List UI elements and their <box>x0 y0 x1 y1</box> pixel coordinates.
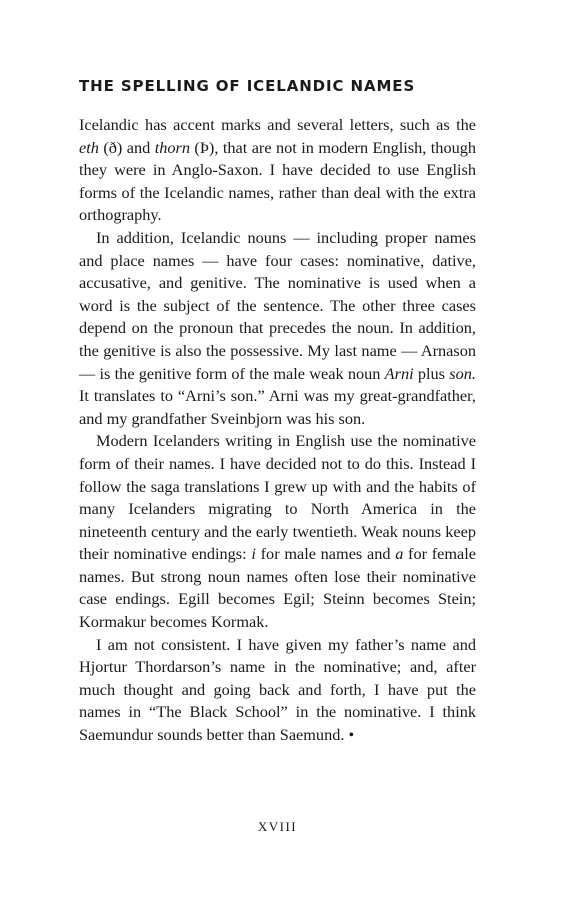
italic-term-son: son. <box>449 363 476 383</box>
text-segment: It translates to “Arni’s son.” Arni was my great-grandfather, and my grandfather Sveinbjorn was his son. <box>79 386 476 428</box>
text-segment: (ð) and <box>98 137 155 157</box>
text-segment: for male names and <box>255 544 396 564</box>
paragraph-1 <box>79 114 476 227</box>
text-segment: plus <box>413 363 450 383</box>
italic-term-arni: Arni <box>384 363 414 383</box>
italic-letter-a: a <box>395 544 404 564</box>
italic-term-eth: eth <box>79 137 99 157</box>
chapter-heading: THE SPELLING OF ICELANDIC NAMES <box>79 77 416 95</box>
text-segment: Modern Icelanders writing in English use the nominative form of their names. I have decided not to do this. Instead I follow the saga translations I grew up with and the habits of many Icelanders migrating to North America in the nineteenth century and the early twentieth. Weak nouns keep their nominative endings: <box>79 431 476 564</box>
text-segment: Icelandic has accent marks and several letters, such as the <box>79 115 476 134</box>
italic-letter-i: i <box>251 544 256 564</box>
italic-term-thorn: thorn <box>154 137 190 157</box>
text-segment: In addition, Icelandic nouns — including proper names and place names — have four cases: nominative, dative, accusative, and genitive. The nominative is used when a word is the subject of the sentence. The other three cases depend on the pronoun that precedes the noun. In addition, the genitive is also the possessive. My last name — Arnason — is the genitive form of the male weak noun <box>79 227 476 383</box>
text-segment: for female names. But strong noun names often lose their nominative case endings. Egill becomes Egil; Steinn becomes Stein; Kormakur becomes Kormak. <box>79 544 477 632</box>
paragraph-4 <box>79 634 476 747</box>
paragraph-2 <box>79 227 476 430</box>
book-page <box>79 0 476 900</box>
text-segment: (Þ), that are not in modern English, though they were in Anglo-Saxon. I have decided to use English forms of the Icelandic names, rather than deal with the extra orthography. <box>79 137 477 225</box>
paragraph-3 <box>79 430 476 633</box>
page-number: XVIII <box>257 819 298 834</box>
body-text <box>79 114 476 747</box>
text-segment: I am not consistent. I have given my father’s name and Hjortur Thordarson’s name in the nominative; and, after much thought and going back and forth, I have put the names in “The Black School” in the nominative. I think Saemundur sounds better than Saemund. • <box>79 634 476 745</box>
